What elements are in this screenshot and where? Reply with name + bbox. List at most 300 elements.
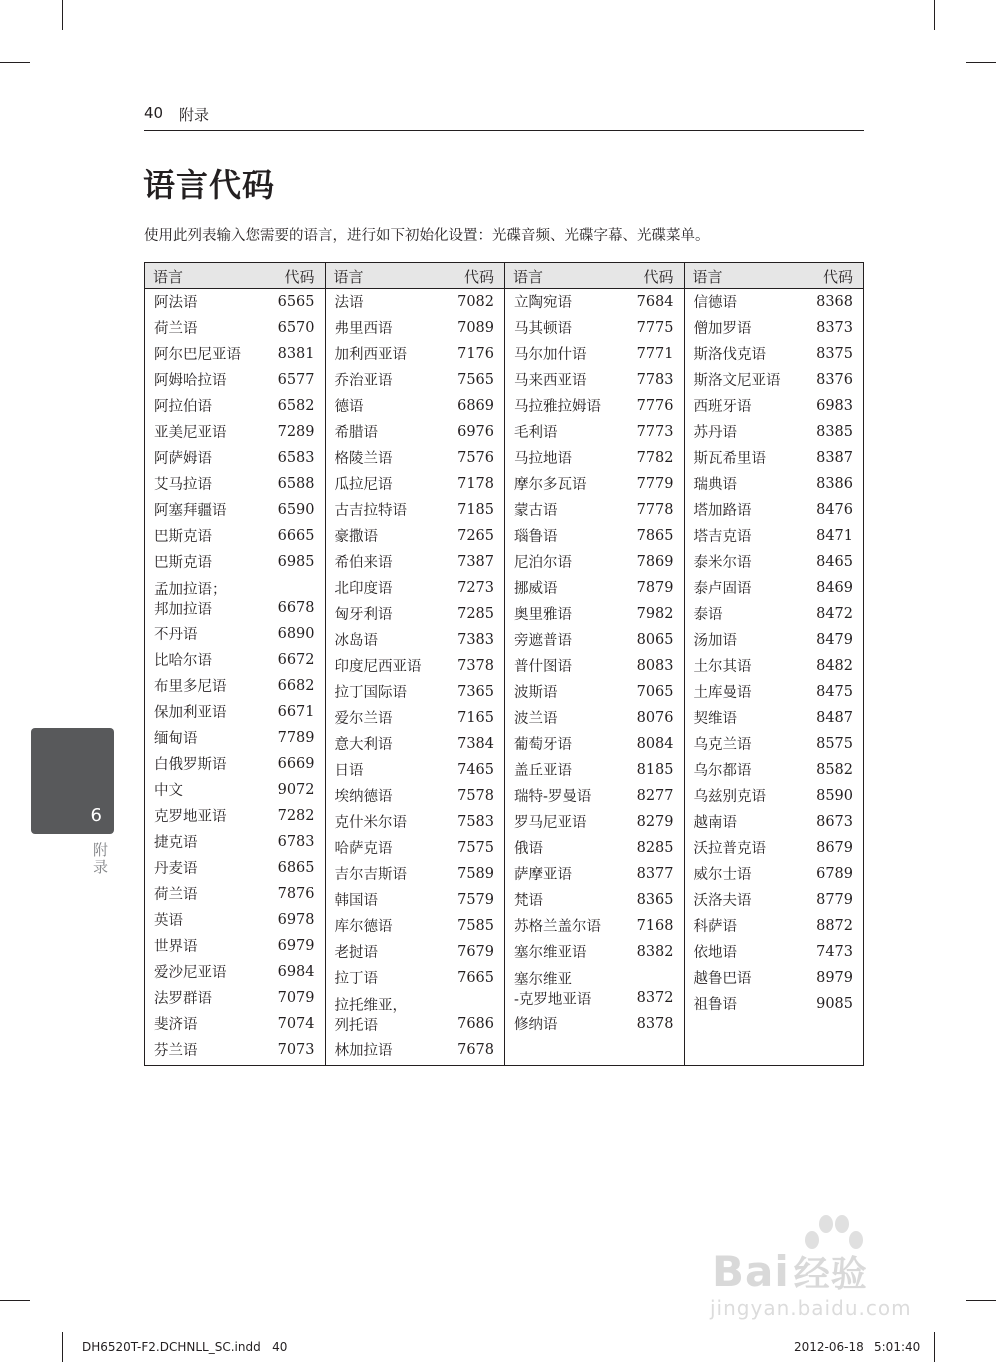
table-row	[685, 420, 864, 446]
language-name: 库尔德语	[334, 919, 393, 935]
language-name: 爱沙尼亚语	[154, 965, 227, 981]
table-row	[145, 882, 325, 908]
baidu-watermark	[706, 1210, 938, 1330]
language-name: 亚美尼亚语	[154, 425, 227, 441]
language-name: 德语	[334, 399, 364, 415]
language-code: 7089	[457, 320, 494, 336]
column-header	[145, 263, 325, 289]
language-code: 7778	[636, 502, 674, 518]
language-code: 7365	[457, 684, 494, 700]
language-code: 8375	[816, 346, 853, 362]
language-name: 祖鲁语	[693, 997, 737, 1013]
language-code: 6583	[277, 450, 315, 466]
language-code: 7865	[636, 528, 674, 544]
language-name: 依地语	[693, 945, 737, 961]
language-code: 7387	[457, 554, 494, 570]
page-header	[144, 104, 864, 131]
table-row	[145, 1012, 325, 1038]
language-name: 英语	[154, 913, 183, 929]
language-code: 8469	[816, 580, 853, 596]
language-name: 韩国语	[334, 893, 378, 909]
language-name: 荷兰语	[154, 887, 198, 903]
language-code: 8377	[636, 866, 674, 882]
crop-mark	[966, 62, 996, 63]
table-row	[145, 908, 325, 934]
table-row	[326, 316, 505, 342]
table-row	[145, 960, 325, 986]
language-code: 6890	[277, 626, 315, 642]
language-code: 7265	[457, 528, 494, 544]
language-name: 尼泊尔语	[514, 555, 572, 571]
language-code: 8679	[816, 840, 853, 856]
language-name: 乌克兰语	[693, 737, 752, 753]
language-name: 越南语	[693, 815, 737, 831]
language-code: 7165	[457, 710, 494, 726]
language-name: 挪威语	[514, 581, 558, 597]
language-code: 7771	[636, 346, 674, 362]
watermark-site: jingyan.baidu.com	[710, 1296, 912, 1320]
language-code: 7679	[457, 944, 494, 960]
language-name: 汤加语	[693, 633, 737, 649]
crop-mark	[0, 62, 30, 63]
table-row	[685, 498, 864, 524]
crop-mark	[62, 1332, 63, 1362]
table-row	[326, 550, 505, 576]
header-language: 语言	[333, 268, 364, 286]
language-name: 阿萨姆语	[154, 451, 212, 467]
language-code: 9085	[816, 996, 853, 1012]
language-name: 克罗地亚语	[154, 809, 227, 825]
language-name: 乌兹别克语	[693, 789, 766, 805]
language-code: 8476	[816, 502, 853, 518]
language-name: 蒙古语	[514, 503, 558, 519]
language-code: 6669	[277, 756, 315, 772]
page-title: 语言代码	[143, 166, 276, 204]
table-row	[685, 862, 864, 888]
language-name: 修纳语	[514, 1017, 558, 1033]
table-row	[505, 394, 684, 420]
table-row	[145, 674, 325, 700]
language-name: 意大利语	[334, 737, 393, 753]
language-name: 印度尼西亚语	[334, 659, 422, 675]
language-code: 8479	[816, 632, 853, 648]
table-row	[685, 550, 864, 576]
language-name: 克什米尔语	[334, 815, 407, 831]
language-code: 7065	[636, 684, 674, 700]
language-code: 7578	[457, 788, 494, 804]
language-code: 8387	[816, 450, 853, 466]
language-name: 泰米尔语	[693, 555, 752, 571]
language-name: 普什图语	[514, 659, 572, 675]
table-row	[326, 836, 505, 862]
table-row	[145, 986, 325, 1012]
table-row	[505, 446, 684, 472]
table-row	[685, 836, 864, 862]
table-row	[326, 706, 505, 732]
table-row	[505, 342, 684, 368]
table-row	[326, 576, 505, 602]
table-row	[326, 992, 505, 1038]
table-row	[326, 1038, 505, 1064]
language-code: 8372	[636, 990, 674, 1006]
table-row	[685, 290, 864, 316]
column-header	[505, 263, 684, 289]
language-code: 7082	[457, 294, 494, 310]
table-row	[326, 914, 505, 940]
table-row	[685, 446, 864, 472]
crop-mark	[62, 0, 63, 30]
language-name: 萨摩亚语	[514, 867, 572, 883]
language-code: 7686	[457, 1016, 494, 1032]
language-name: 丹麦语	[154, 861, 198, 877]
header-language: 语言	[692, 268, 723, 286]
language-code: 8872	[816, 918, 853, 934]
table-row	[145, 316, 325, 342]
language-code: 7775	[636, 320, 674, 336]
language-name: 塔吉克语	[693, 529, 752, 545]
language-name: 沃拉普克语	[693, 841, 766, 857]
table-row	[505, 290, 684, 316]
language-code: 8472	[816, 606, 853, 622]
table-row	[145, 368, 325, 394]
language-name: 阿尔巴尼亚语	[154, 347, 241, 363]
footer-file: DH6520T-F2.DCHNLL_SC.indd 40	[82, 1340, 288, 1354]
table-row	[326, 966, 505, 992]
table-row	[505, 706, 684, 732]
language-name: 希伯来语	[334, 555, 393, 571]
language-code: 7773	[636, 424, 674, 440]
table-row	[326, 524, 505, 550]
language-code: 8779	[816, 892, 853, 908]
table-row	[685, 654, 864, 680]
language-name: 科萨语	[693, 919, 737, 935]
language-name: 西班牙语	[693, 399, 752, 415]
language-code: 7384	[457, 736, 494, 752]
table-row	[326, 680, 505, 706]
table-row	[505, 316, 684, 342]
table-row	[145, 394, 325, 420]
table-row	[685, 394, 864, 420]
language-name: 乔治亚语	[334, 373, 393, 389]
language-code: 8487	[816, 710, 853, 726]
table-row	[145, 648, 325, 674]
language-name: 拉托维亚， 列托语	[334, 998, 407, 1034]
language-name: 沃洛夫语	[693, 893, 752, 909]
table-row	[326, 472, 505, 498]
table-row	[145, 804, 325, 830]
language-name: 巴斯克语	[154, 555, 212, 571]
crop-mark	[934, 0, 935, 30]
language-code: 7776	[636, 398, 674, 414]
table-row	[505, 836, 684, 862]
language-name: 法语	[334, 295, 364, 311]
language-name: 保加利亚语	[154, 705, 227, 721]
table-row	[145, 830, 325, 856]
table-row	[145, 524, 325, 550]
language-name: 比哈尔语	[154, 653, 212, 669]
language-code: 7178	[457, 476, 494, 492]
language-code: 7465	[457, 762, 494, 778]
header-language: 语言	[153, 268, 184, 286]
language-code: 8382	[636, 944, 674, 960]
language-name: 加利西亚语	[334, 347, 407, 363]
language-name: 斯洛文尼亚语	[693, 373, 781, 389]
language-name: 阿塞拜疆语	[154, 503, 227, 519]
language-name: 苏格兰盖尔语	[514, 919, 601, 935]
table-row	[685, 940, 864, 966]
language-code: 6565	[277, 294, 315, 310]
language-name: 旁遮普语	[514, 633, 572, 649]
language-code: 6976	[457, 424, 494, 440]
table-row	[505, 524, 684, 550]
language-code: 7779	[636, 476, 674, 492]
watermark-brand-latin: Bai	[712, 1247, 790, 1296]
language-name: 罗马尼亚语	[514, 815, 587, 831]
language-code: 6789	[816, 866, 853, 882]
language-name: 林加拉语	[334, 1043, 393, 1059]
language-name: 埃纳德语	[334, 789, 393, 805]
language-name: 斯瓦希里语	[693, 451, 766, 467]
footer-date: 2012-06-18	[794, 1340, 864, 1354]
language-code: 7782	[636, 450, 674, 466]
language-name: 梵语	[514, 893, 543, 909]
language-code: 7789	[277, 730, 315, 746]
language-code: 7575	[457, 840, 494, 856]
language-code: 7576	[457, 450, 494, 466]
language-name: 老挝语	[334, 945, 378, 961]
table-row	[685, 472, 864, 498]
table-row	[326, 446, 505, 472]
table-row	[685, 342, 864, 368]
table-row	[685, 732, 864, 758]
language-code: 7473	[816, 944, 853, 960]
language-name: 巴斯克语	[154, 529, 212, 545]
language-code: 7079	[277, 990, 315, 1006]
language-name: 匈牙利语	[334, 607, 393, 623]
language-name: 中文	[154, 783, 183, 799]
header-code: 代码	[643, 268, 674, 286]
language-code: 6570	[277, 320, 315, 336]
language-name: 阿拉伯语	[154, 399, 212, 415]
language-code: 7565	[457, 372, 494, 388]
language-code: 7282	[277, 808, 315, 824]
language-name: 白俄罗斯语	[154, 757, 227, 773]
table-row	[505, 368, 684, 394]
language-name: 摩尔多瓦语	[514, 477, 587, 493]
language-code: 7876	[277, 886, 315, 902]
table-column	[145, 263, 325, 1065]
language-name: 波斯语	[514, 685, 558, 701]
table-row	[326, 498, 505, 524]
table-row	[685, 316, 864, 342]
language-name: 日语	[334, 763, 364, 779]
table-row	[505, 1012, 684, 1038]
table-row	[505, 498, 684, 524]
table-row	[326, 888, 505, 914]
chapter-label: 附录	[91, 842, 109, 876]
table-row	[685, 628, 864, 654]
language-name: 乌尔都语	[693, 763, 752, 779]
language-name: 希腊语	[334, 425, 378, 441]
language-name: 孟加拉语； 邦加拉语	[154, 582, 227, 618]
language-name: 瑞特-罗曼语	[514, 789, 592, 805]
table-row	[505, 940, 684, 966]
column-rows	[685, 289, 864, 1018]
language-code: 8365	[636, 892, 674, 908]
table-row	[145, 700, 325, 726]
language-name: 冰岛语	[334, 633, 378, 649]
language-name: 哈萨克语	[334, 841, 393, 857]
language-code: 8376	[816, 372, 853, 388]
language-name: 苏丹语	[693, 425, 737, 441]
language-code: 8277	[636, 788, 674, 804]
language-name: 豪撒语	[334, 529, 378, 545]
table-row	[326, 420, 505, 446]
table-row	[145, 1038, 325, 1064]
table-row	[685, 992, 864, 1018]
language-name: 土尔其语	[693, 659, 752, 675]
language-name: 马拉雅拉姆语	[514, 399, 601, 415]
language-code: 7665	[457, 970, 494, 986]
language-code: 8582	[816, 762, 853, 778]
table-row	[145, 550, 325, 576]
table-row	[326, 368, 505, 394]
language-name: 奥里雅语	[514, 607, 572, 623]
language-name: 斯洛伐克语	[693, 347, 766, 363]
table-row	[505, 628, 684, 654]
table-row	[326, 784, 505, 810]
language-name: 古吉拉特语	[334, 503, 407, 519]
language-code: 7869	[636, 554, 674, 570]
watermark-brand-cn: 经验	[793, 1254, 868, 1295]
table-row	[685, 368, 864, 394]
intro-text: 使用此列表输入您需要的语言，进行如下初始化设置：光碟音频、光碟字幕、光碟菜单。	[144, 228, 710, 244]
language-name: 波兰语	[514, 711, 558, 727]
language-code: 8575	[816, 736, 853, 752]
language-code: 8368	[816, 294, 853, 310]
language-name: 威尔士语	[693, 867, 752, 883]
language-name: 马尔加什语	[514, 347, 587, 363]
crop-mark	[0, 1300, 30, 1301]
language-code: 8590	[816, 788, 853, 804]
language-name: 斐济语	[154, 1017, 198, 1033]
language-name: 格陵兰语	[334, 451, 393, 467]
language-code: 6665	[277, 528, 315, 544]
language-name: 爱尔兰语	[334, 711, 393, 727]
column-rows	[145, 289, 325, 1064]
language-name: 塞尔维亚 -克罗地亚语	[514, 972, 592, 1008]
language-code: 7579	[457, 892, 494, 908]
language-code: 7168	[636, 918, 674, 934]
language-code: 8065	[636, 632, 674, 648]
section-name: 附录	[179, 106, 210, 124]
language-code: 6984	[277, 964, 315, 980]
language-code: 7583	[457, 814, 494, 830]
table-row	[505, 654, 684, 680]
language-code: 6672	[277, 652, 315, 668]
table-row	[505, 680, 684, 706]
language-name: 阿姆哈拉语	[154, 373, 227, 389]
language-code: 8373	[816, 320, 853, 336]
language-name: 立陶宛语	[514, 295, 572, 311]
language-code: 6978	[277, 912, 315, 928]
table-column	[325, 263, 505, 1065]
language-code: 8673	[816, 814, 853, 830]
table-row	[326, 628, 505, 654]
table-row	[505, 758, 684, 784]
table-row	[685, 810, 864, 836]
language-name: 法罗群语	[154, 991, 212, 1007]
table-row	[685, 966, 864, 992]
language-name: 塔加路语	[693, 503, 752, 519]
language-code: 7378	[457, 658, 494, 674]
language-name: 马来西亚语	[514, 373, 587, 389]
language-name: 泰卢固语	[693, 581, 752, 597]
language-code: 7289	[277, 424, 315, 440]
table-row	[505, 576, 684, 602]
language-name: 越鲁巴语	[693, 971, 752, 987]
language-name: 瓜拉尼语	[334, 477, 393, 493]
language-name: 拉丁国际语	[334, 685, 407, 701]
language-name: 瑙鲁语	[514, 529, 558, 545]
language-name: 阿法语	[154, 295, 198, 311]
table-row	[505, 732, 684, 758]
table-row	[145, 856, 325, 882]
language-code: 6985	[277, 554, 315, 570]
footer-time: 5:01:40	[874, 1340, 921, 1354]
language-name: 拉丁语	[334, 971, 378, 987]
table-row	[685, 680, 864, 706]
language-code: 7073	[277, 1042, 315, 1058]
language-code: 8084	[636, 736, 674, 752]
language-code: 8979	[816, 970, 853, 986]
header-code: 代码	[463, 268, 494, 286]
language-code: 8285	[636, 840, 674, 856]
language-code: 7589	[457, 866, 494, 882]
language-name: 信德语	[693, 295, 737, 311]
table-row	[685, 888, 864, 914]
language-name: 艾马拉语	[154, 477, 212, 493]
table-row	[145, 342, 325, 368]
language-code: 6582	[277, 398, 315, 414]
table-row	[145, 576, 325, 622]
column-header	[326, 263, 505, 289]
table-row	[685, 706, 864, 732]
table-column	[684, 263, 864, 1065]
table-row	[326, 654, 505, 680]
language-code: 9072	[277, 782, 315, 798]
language-code: 8279	[636, 814, 674, 830]
table-row	[505, 888, 684, 914]
language-code: 7273	[457, 580, 494, 596]
language-code: 6783	[277, 834, 315, 850]
language-code: 8475	[816, 684, 853, 700]
language-code: 8083	[636, 658, 674, 674]
language-code: 8471	[816, 528, 853, 544]
language-code: 6869	[457, 398, 494, 414]
language-name: 俄语	[514, 841, 543, 857]
table-row	[145, 934, 325, 960]
language-code: 7678	[457, 1042, 494, 1058]
table-row	[326, 732, 505, 758]
language-name: 瑞典语	[693, 477, 737, 493]
header-code: 代码	[284, 268, 315, 286]
chapter-number: 6	[90, 805, 102, 826]
language-code: 8465	[816, 554, 853, 570]
language-code: 6979	[277, 938, 315, 954]
header-code: 代码	[822, 268, 853, 286]
table-row	[326, 940, 505, 966]
